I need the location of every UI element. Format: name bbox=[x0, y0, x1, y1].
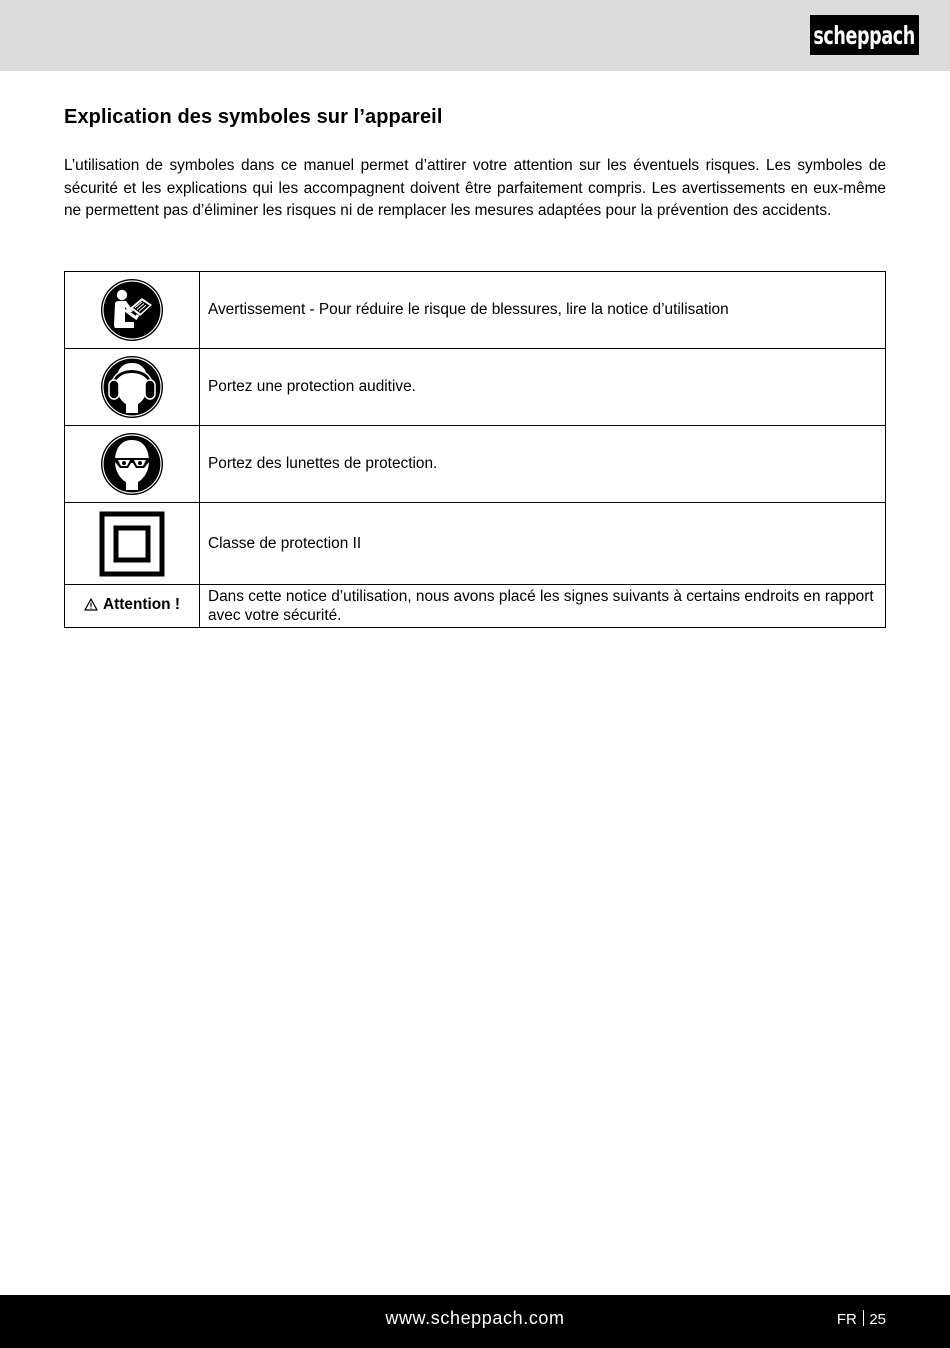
attention-label: Attention ! bbox=[103, 595, 180, 613]
icon-cell bbox=[65, 426, 200, 503]
symbol-description: Classe de protection II bbox=[200, 503, 886, 585]
page-number: 25 bbox=[869, 1311, 886, 1328]
divider bbox=[863, 1310, 865, 1326]
symbol-description: Portez une protection auditive. bbox=[200, 349, 886, 426]
page-indicator bbox=[837, 1310, 886, 1328]
symbol-description: Dans cette notice d’utilisation, nous avons placé les signes suivants à certains endroits en rapport avec votre sécurité. bbox=[200, 585, 886, 628]
symbols-table bbox=[64, 271, 886, 628]
table-row bbox=[65, 426, 886, 503]
table-row bbox=[65, 585, 886, 628]
icon-cell bbox=[65, 272, 200, 349]
icon-cell bbox=[65, 585, 200, 628]
table-row bbox=[65, 503, 886, 585]
section-title: Explication des symboles sur l’appareil bbox=[64, 106, 443, 128]
brand-logo: scheppach bbox=[810, 15, 919, 55]
icon-cell bbox=[65, 503, 200, 585]
icon-cell bbox=[65, 349, 200, 426]
intro-paragraph: L’utilisation de symboles dans ce manuel permet d’attirer votre attention sur les éventuels risques. Les symboles de sécurité et les explications qui les accompagnent doivent être parfaitement compris. Les avertissements en eux-même ne permettent pas d’éliminer les risques ni de remplacer les mesures adaptées pour la prévention des accidents. bbox=[64, 157, 886, 220]
language-code: FR bbox=[836, 1311, 857, 1328]
footer-website-link[interactable]: www.scheppach.com bbox=[385, 1308, 565, 1328]
symbol-description: Avertissement - Pour réduire le risque de blessures, lire la notice d’utilisation bbox=[200, 272, 886, 349]
table-row bbox=[65, 272, 886, 349]
read-manual-icon bbox=[100, 278, 164, 342]
header-band bbox=[0, 0, 950, 71]
table-row bbox=[65, 349, 886, 426]
warning-triangle-icon bbox=[84, 598, 98, 611]
hearing-protection-icon bbox=[100, 355, 164, 419]
protection-class-ii-icon bbox=[99, 511, 165, 577]
eye-protection-icon bbox=[100, 432, 164, 496]
footer-band bbox=[0, 1295, 950, 1348]
symbol-description: Portez des lunettes de protection. bbox=[200, 426, 886, 503]
